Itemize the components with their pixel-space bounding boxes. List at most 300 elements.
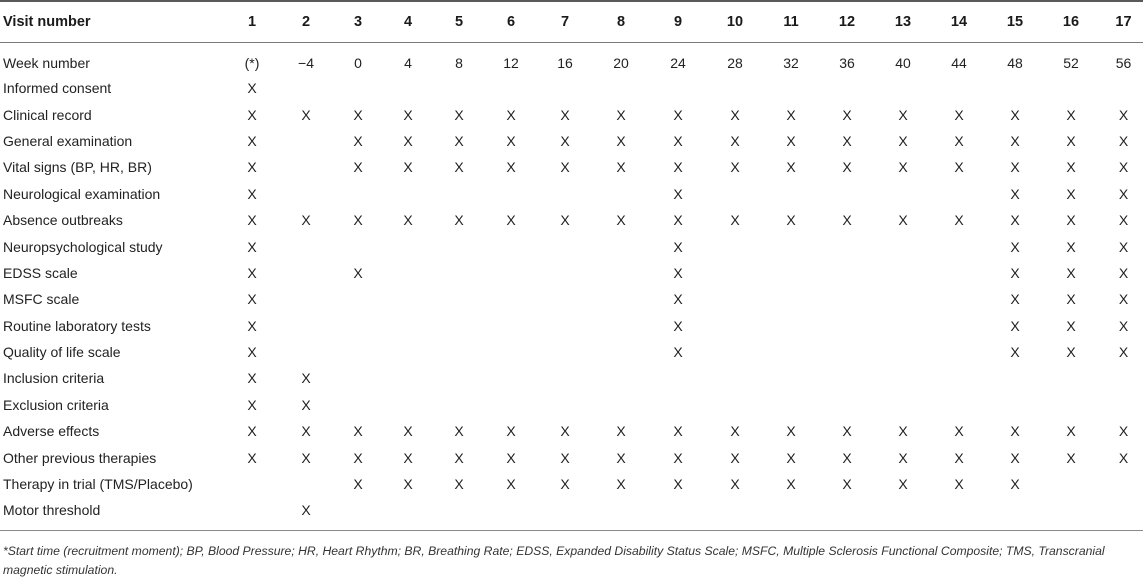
table-cell: X [842,476,852,493]
table-cell: X [786,132,796,149]
table-bottom-rule [0,530,1143,531]
table-cell [875,260,931,286]
table-cell: X [954,449,964,466]
table-cell [383,233,433,259]
table-cell [1043,365,1099,391]
table-cell: X [616,106,626,123]
table-cell [819,260,875,286]
table-cell [383,497,433,523]
table-cell: X [353,212,363,229]
table-cell [931,392,987,418]
table-cell: X [730,476,740,493]
table-cell: X [403,159,413,176]
row-label: Neuropsychological study [3,238,163,255]
table-cell: X [898,132,908,149]
table-cell [383,365,433,391]
visit-number-header: 5 [433,2,485,43]
table-cell: X [898,476,908,493]
table-cell [383,313,433,339]
visit-number-header: 16 [1043,2,1099,43]
table-cell [707,365,763,391]
table-cell: (*) [244,55,260,71]
table-cell: X [673,238,683,255]
row-label: Informed consent [3,80,112,97]
table-cell: 32 [783,55,799,71]
table-cell: X [403,132,413,149]
table-cell: X [1066,212,1076,229]
table-cell: X [898,423,908,440]
row-label: Quality of life scale [3,344,121,361]
table-cell: X [506,132,516,149]
table-cell [333,339,383,365]
table-cell [763,365,819,391]
table-cell: X [454,132,464,149]
row-label: Motor threshold [3,502,101,519]
table-cell [987,365,1043,391]
table-cell: X [247,370,257,387]
table-cell [593,365,649,391]
table-cell: 16 [557,55,573,71]
table-cell [433,286,485,312]
table-cell [279,154,333,180]
table-cell [819,286,875,312]
table-row [0,154,1143,180]
table-cell: X [1010,264,1020,281]
table-cell [649,497,707,523]
row-label: Exclusion criteria [3,396,109,413]
table-cell [383,392,433,418]
table-cell: −4 [298,55,314,71]
table-cell [433,260,485,286]
table-cell: X [403,212,413,229]
table-cell [707,75,763,101]
table-cell [707,260,763,286]
table-cell [875,286,931,312]
table-cell [279,128,333,154]
row-label: Absence outbreaks [3,212,123,229]
table-cell [1043,497,1099,523]
table-cell: X [353,106,363,123]
table-cell [1099,471,1143,497]
table-cell [763,286,819,312]
table-cell [433,75,485,101]
table-cell [279,260,333,286]
table-cell: X [1118,264,1129,281]
table-cell: X [403,106,413,123]
table-cell [537,181,593,207]
table-cell: X [786,159,796,176]
table-cell: X [560,476,570,493]
row-label: MSFC scale [3,291,80,308]
table-cell: X [247,185,257,202]
table-cell: X [247,132,257,149]
table-cell: X [673,132,683,149]
visit-number-header: 2 [279,2,333,43]
table-cell: X [353,476,363,493]
table-cell [537,392,593,418]
table-cell: X [1118,159,1129,176]
table-cell: X [673,344,683,361]
table-cell: X [247,344,257,361]
table-cell: X [247,264,257,281]
table-cell: X [247,106,257,123]
table-cell: X [1066,317,1076,334]
table-cell: X [301,212,311,229]
table-cell [593,181,649,207]
table-cell: X [842,212,852,229]
table-cell: X [842,449,852,466]
table-cell: X [954,476,964,493]
table-cell [433,365,485,391]
table-cell: X [786,423,796,440]
table-cell [383,339,433,365]
table-cell [931,497,987,523]
table-cell: X [560,212,570,229]
table-cell [537,233,593,259]
table-cell [225,497,279,523]
table-cell: X [454,159,464,176]
table-cell: 0 [354,55,362,71]
table-cell: X [673,185,683,202]
table-cell: X [1066,185,1076,202]
table-cell [279,313,333,339]
table-cell [819,75,875,101]
table-row [0,128,1143,154]
table-row [0,392,1143,418]
table-row [0,207,1143,233]
table-cell: X [1066,132,1076,149]
table-cell [1043,75,1099,101]
table-cell [819,233,875,259]
table-row [0,101,1143,127]
table-cell: X [353,449,363,466]
table-cell: X [673,423,683,440]
table-cell: X [954,159,964,176]
table-cell [707,286,763,312]
table-cell: X [454,106,464,123]
table-cell [433,339,485,365]
table-cell: X [954,106,964,123]
table-cell [279,75,333,101]
table-cell [225,471,279,497]
table-cell: X [898,212,908,229]
table-cell [707,392,763,418]
table-cell [485,392,537,418]
table-cell [819,365,875,391]
table-cell [593,339,649,365]
table-cell [931,260,987,286]
table-cell [593,392,649,418]
table-cell [537,339,593,365]
table-cell: X [506,106,516,123]
table-cell [537,286,593,312]
visit-number-header: 1 [225,2,279,43]
table-cell [383,260,433,286]
table-cell: 56 [1115,55,1132,71]
table-cell: X [730,423,740,440]
table-cell: X [506,449,516,466]
table-cell [593,75,649,101]
table-cell [537,365,593,391]
table-row [0,233,1143,259]
table-cell: X [1118,449,1129,466]
table-cell [931,339,987,365]
table-cell [1099,75,1143,101]
table-cell [763,181,819,207]
table-cell: X [1010,185,1020,202]
table-cell [763,339,819,365]
visit-number-header: 9 [649,2,707,43]
row-label: Inclusion criteria [3,370,105,387]
table-cell: X [1118,238,1129,255]
table-cell [593,233,649,259]
table-cell [931,313,987,339]
row-label: Week number [3,55,90,71]
table-cell: X [730,132,740,149]
table-cell: X [247,291,257,308]
table-body [0,43,1143,524]
table-cell [819,181,875,207]
table-cell: X [786,476,796,493]
table-cell [819,339,875,365]
table-cell: X [1010,423,1020,440]
table-cell [931,181,987,207]
table-cell [649,392,707,418]
row-label: General examination [3,132,133,149]
table-cell [987,75,1043,101]
table-cell [707,233,763,259]
table-cell [707,181,763,207]
table-cell: X [730,106,740,123]
table-cell [537,75,593,101]
table-cell [485,233,537,259]
table-cell [383,286,433,312]
table-cell [987,497,1043,523]
table-cell: X [673,317,683,334]
row-label: Vital signs (BP, HR, BR) [3,159,152,176]
table-cell [875,497,931,523]
table-cell [875,365,931,391]
table-cell: X [454,212,464,229]
table-cell [1099,365,1143,391]
table-cell [279,233,333,259]
table-footnote: *Start time (recruitment moment); BP, Blood Pressure; HR, Heart Rhythm; BR, Breathing Rate; EDSS, Expanded Disability Status Scale; MSFC, Multiple Sclerosis Functional Composite; TMS, Transcranial magnetic stimulation. [3,544,1105,577]
table-cell: X [786,106,796,123]
table-cell: X [730,159,740,176]
table-cell: X [1118,106,1129,123]
table-cell: 52 [1063,55,1079,71]
table-cell: X [673,264,683,281]
table-cell [763,75,819,101]
table-cell: 36 [839,55,855,71]
table-cell: X [403,423,413,440]
table-row [0,313,1143,339]
table-cell [707,339,763,365]
table-cell: X [353,159,363,176]
table-cell: X [842,423,852,440]
table-cell: X [1010,317,1020,334]
table-cell: X [560,159,570,176]
table-cell [763,313,819,339]
table-row [0,286,1143,312]
visit-number-header: 4 [383,2,433,43]
table-cell: X [1118,291,1129,308]
visit-number-header: 10 [707,2,763,43]
table-cell [649,75,707,101]
table-cell [485,181,537,207]
table-cell: X [673,106,683,123]
table-cell: X [673,212,683,229]
table-cell [707,497,763,523]
table-cell [433,392,485,418]
table-cell [333,286,383,312]
table-cell: X [247,396,257,413]
table-cell: X [1066,291,1076,308]
row-label: Clinical record [3,106,92,123]
table-cell: 48 [1007,55,1023,71]
table-cell: X [673,159,683,176]
visit-number-header: 15 [987,2,1043,43]
table-cell [931,365,987,391]
table-cell: X [1010,291,1020,308]
table-cell [763,497,819,523]
visit-number-header: 14 [931,2,987,43]
table-cell: X [560,423,570,440]
table-cell [819,497,875,523]
table-cell: X [247,423,257,440]
table-cell [763,260,819,286]
table-cell [537,260,593,286]
row-label: Routine laboratory tests [3,317,151,334]
row-label: Other previous therapies [3,449,157,466]
table-cell [333,497,383,523]
table-cell: X [403,476,413,493]
table-cell [819,313,875,339]
table-cell: X [616,476,626,493]
table-cell: X [506,212,516,229]
table-cell [333,392,383,418]
table-cell: X [1010,238,1020,255]
table-cell: X [1066,344,1076,361]
table-cell: X [673,291,683,308]
table-cell [485,286,537,312]
table-cell [987,392,1043,418]
visit-number-header: 12 [819,2,875,43]
table-cell [485,497,537,523]
table-cell: X [954,423,964,440]
row-label: Neurological examination [3,185,161,202]
table-cell: 44 [951,55,967,71]
table-cell: X [1118,344,1129,361]
table-cell: 8 [455,55,463,71]
table-cell [333,75,383,101]
table-cell: X [842,106,852,123]
table-cell: X [560,106,570,123]
table-cell [433,181,485,207]
table-cell: X [247,159,257,176]
table-cell [875,339,931,365]
table-cell: 24 [670,55,686,71]
table-cell [279,181,333,207]
table-row [0,471,1143,497]
table-cell: X [1010,449,1020,466]
row-label: Adverse effects [3,423,100,440]
table-cell [875,392,931,418]
table-cell: X [301,423,311,440]
table-cell: X [954,212,964,229]
visit-number-header: 3 [333,2,383,43]
table-cell: X [616,423,626,440]
table-cell: X [454,476,464,493]
table-row [0,339,1143,365]
table-cell [333,233,383,259]
table-cell: X [301,502,311,519]
table-cell [593,497,649,523]
table-cell: X [1118,132,1129,149]
table-cell: X [673,449,683,466]
table-cell: X [1066,423,1076,440]
table-cell [1043,471,1099,497]
table-cell [1099,392,1143,418]
table-cell: X [247,238,257,255]
table-cell: X [353,423,363,440]
visit-number-header: 7 [537,2,593,43]
table-cell: X [616,212,626,229]
table-cell: X [247,80,257,97]
table-cell [433,313,485,339]
table-cell: X [1066,159,1076,176]
table-cell: X [301,106,311,123]
row-label: Therapy in trial (TMS/Placebo) [3,476,193,493]
table-cell: X [506,423,516,440]
table-row [0,43,1143,76]
table-cell [875,313,931,339]
table-cell: X [1118,317,1129,334]
table-cell [763,392,819,418]
table-cell: X [301,370,311,387]
table-row [0,260,1143,286]
table-cell: X [353,264,363,281]
table-cell: 4 [404,55,412,71]
table-cell: X [1066,264,1076,281]
table-cell: X [1010,106,1020,123]
table-cell [931,233,987,259]
table-cell: X [247,212,257,229]
table-cell [279,286,333,312]
table-cell [931,286,987,312]
table-cell: X [1066,106,1076,123]
table-cell [875,233,931,259]
table-cell [819,392,875,418]
table-cell [333,313,383,339]
table-cell: X [247,449,257,466]
table-cell [485,313,537,339]
table-cell: X [454,423,464,440]
table-cell [485,75,537,101]
table-cell: X [898,449,908,466]
table-cell: X [1010,212,1020,229]
table-cell [333,365,383,391]
table-cell: X [673,476,683,493]
visit-number-header: 13 [875,2,931,43]
header-row [0,2,1143,43]
table-cell: X [506,159,516,176]
table-cell: X [730,449,740,466]
table-cell: X [1010,344,1020,361]
table-cell [875,181,931,207]
table-cell [593,260,649,286]
table-cell: 40 [895,55,911,71]
